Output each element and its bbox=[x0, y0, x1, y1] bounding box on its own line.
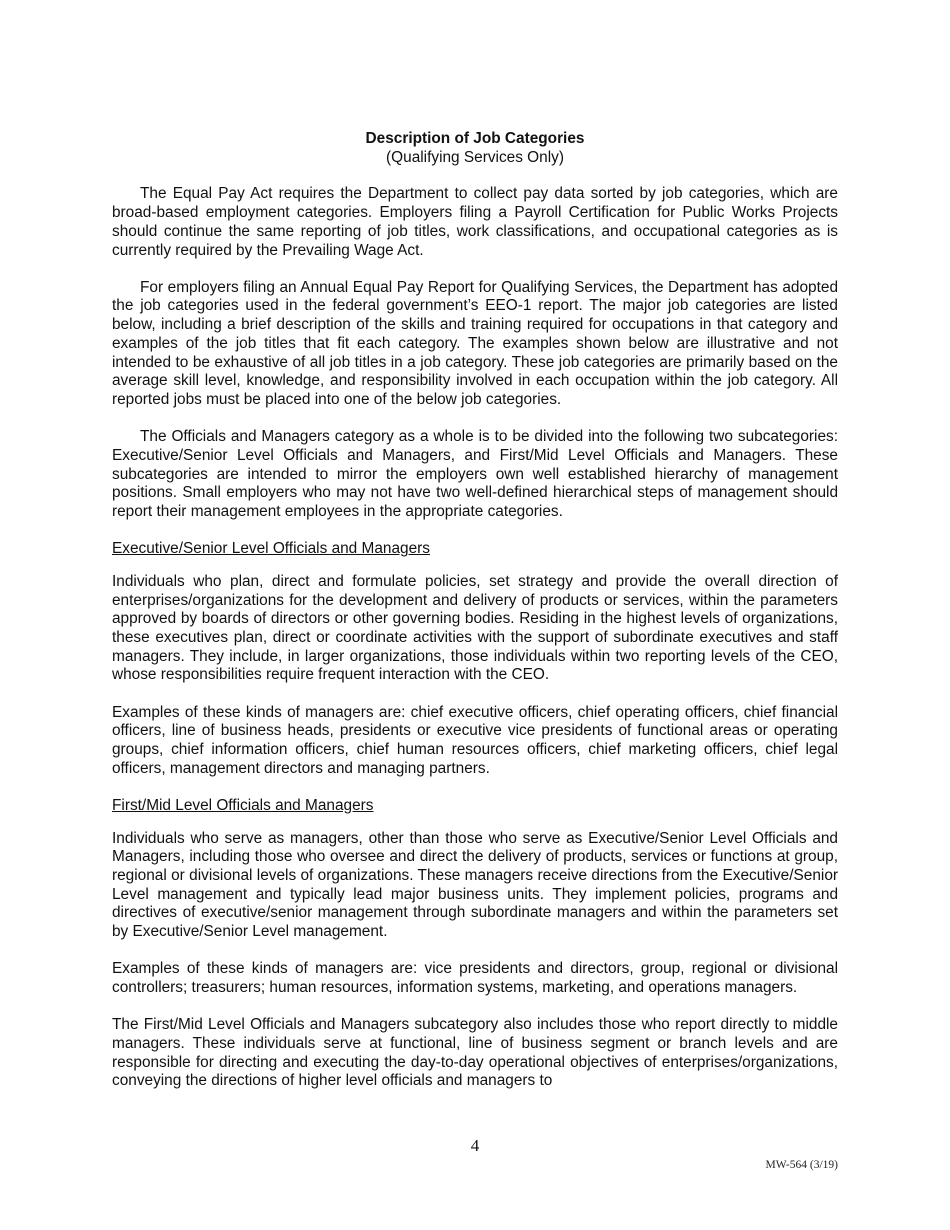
document-subtitle: (Qualifying Services Only) bbox=[386, 148, 564, 166]
section-heading-first-mid: First/Mid Level Officials and Managers bbox=[112, 796, 374, 814]
intro-paragraph: For employers filing an Annual Equal Pay Report for Qualifying Services, the Department has adopted the job categories used in the federal government’s EEO-1 report. The major job categories are listed below, including a brief description of the skills and training required for occupations in that category and examples of the job titles that fit each category. The examples shown below are illustrative and not intended to be exhaustive of all job titles in a job category. These job categories are primarily based on the average skill level, knowledge, and responsibility involved in each occupation within the job category. All reported jobs must be placed into one of the below job categories. bbox=[112, 278, 838, 408]
section-paragraph: Examples of these kinds of managers are: chief executive officers, chief operating officers, chief financial officers, line of business heads, presidents or executive vice presidents of functional areas or operating groups, chief information officers, chief human resources officers, chief marketing officers, chief legal officers, management directors and managing partners. bbox=[112, 703, 838, 777]
form-code: MW-564 (3/19) bbox=[765, 1159, 838, 1171]
page-number: 4 bbox=[470, 1136, 480, 1155]
section-paragraph: Examples of these kinds of managers are: vice presidents and directors, group, regional or divisional controllers; treasurers; human resources, information systems, marketing, and operations managers. bbox=[112, 960, 838, 997]
intro-paragraph: The Officials and Managers category as a whole is to be divided into the following two subcategories: Executive/Senior Level Officials and Managers, and First/Mid Level Officials and Managers. These subcategories are intended to mirror the employers own well established hierarchy of management positions. Small employers who may not have two well-defined hierarchical steps of management should report their management employees in the appropriate categories. bbox=[112, 428, 838, 520]
section-paragraph: Individuals who serve as managers, other than those who serve as Executive/Senior Level Officials and Managers, including those who oversee and direct the delivery of products, services or functions at group, regional or divisional levels of organizations. These managers receive directions from the Executive/Senior Level management and typically lead major business units. They implement policies, programs and directives of executive/senior management through subordinate managers and within the parameters set by Executive/Senior Level management. bbox=[112, 829, 838, 941]
document-body bbox=[112, 130, 838, 1091]
document-title: Description of Job Categories bbox=[365, 130, 585, 147]
section-heading-executive: Executive/Senior Level Officials and Managers bbox=[112, 540, 430, 558]
intro-paragraph: The Equal Pay Act requires the Department to collect pay data sorted by job categories, which are broad-based employment categories. Employers filing a Payroll Certification for Public Works Projects should continue the same reporting of job titles, work classifications, and occupational categories as is currently required by the Prevailing Wage Act. bbox=[112, 185, 838, 259]
section-paragraph: The First/Mid Level Officials and Managers subcategory also includes those who report directly to middle managers. These individuals serve at functional, line of business segment or branch levels and are responsible for directing and executing the day-to-day operational objectives of enterprises/organizations, conveying the directions of higher level officials and managers to bbox=[112, 1016, 838, 1090]
section-paragraph: Individuals who plan, direct and formulate policies, set strategy and provide the overall direction of enterprises/organizations for the development and delivery of products or services, within the parameters approved by boards of directors or other governing bodies. Residing in the highest levels of organizations, these executives plan, direct or coordinate activities with the support of subordinate executives and staff managers. They include, in larger organizations, those individuals within two reporting levels of the CEO, whose responsibilities require frequent interaction with the CEO. bbox=[112, 572, 838, 684]
